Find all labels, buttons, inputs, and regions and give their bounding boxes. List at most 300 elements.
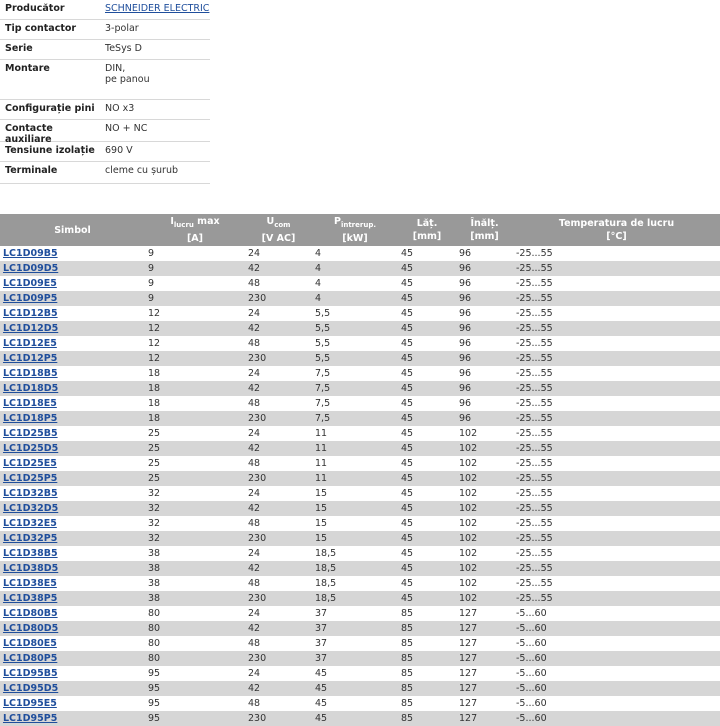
spec-label: Configurație pini [5, 103, 95, 114]
symbol-cell [0, 561, 145, 576]
table-cell: 25 [145, 426, 245, 441]
table-row [0, 501, 720, 516]
table-row [0, 381, 720, 396]
table-row [0, 486, 720, 501]
table-cell: 45 [398, 336, 456, 351]
table-cell: 80 [145, 606, 245, 621]
table-cell: 12 [145, 321, 245, 336]
table-cell: 96 [456, 381, 513, 396]
table-cell: 127 [456, 621, 513, 636]
table-cell: 96 [456, 411, 513, 426]
table-cell: 102 [456, 486, 513, 501]
table-cell: 45 [398, 501, 456, 516]
product-symbol-link[interactable]: LC1D09P5 [3, 293, 58, 304]
spec-label: Producător [5, 3, 65, 14]
table-cell: 48 [245, 396, 312, 411]
product-symbol-link[interactable]: LC1D18D5 [3, 383, 59, 394]
table-cell: 45 [398, 276, 456, 291]
table-row [0, 471, 720, 486]
table-cell: -25...55 [513, 351, 720, 366]
symbol-cell [0, 711, 145, 726]
table-cell: -25...55 [513, 336, 720, 351]
table-cell: 230 [245, 351, 312, 366]
table-cell: 11 [312, 426, 398, 441]
table-cell: 18 [145, 396, 245, 411]
symbol-cell [0, 246, 145, 261]
table-cell: 45 [398, 561, 456, 576]
table-cell: 38 [145, 591, 245, 606]
table-cell: 45 [398, 366, 456, 381]
table-cell: -25...55 [513, 276, 720, 291]
table-cell: 24 [245, 306, 312, 321]
table-cell: 96 [456, 276, 513, 291]
table-cell: 9 [145, 276, 245, 291]
symbol-cell [0, 321, 145, 336]
symbol-cell [0, 336, 145, 351]
table-cell: 45 [398, 291, 456, 306]
table-row [0, 696, 720, 711]
table-row [0, 396, 720, 411]
symbol-cell [0, 486, 145, 501]
table-cell: 96 [456, 261, 513, 276]
table-cell: 45 [398, 351, 456, 366]
table-cell: -25...55 [513, 261, 720, 276]
product-symbol-link[interactable]: LC1D95P5 [3, 713, 58, 724]
table-cell: 45 [398, 261, 456, 276]
table-cell: -25...55 [513, 411, 720, 426]
table-cell: -25...55 [513, 546, 720, 561]
symbol-cell [0, 261, 145, 276]
table-cell: -25...55 [513, 456, 720, 471]
table-cell: 42 [245, 621, 312, 636]
table-cell: 95 [145, 681, 245, 696]
symbol-cell [0, 636, 145, 651]
table-cell: 15 [312, 486, 398, 501]
symbol-cell [0, 276, 145, 291]
table-row [0, 426, 720, 441]
spec-row [0, 0, 210, 20]
table-row [0, 516, 720, 531]
column-header-unit: [V AC] [261, 232, 296, 244]
table-cell: 45 [398, 396, 456, 411]
product-symbol-link[interactable]: LC1D18B5 [3, 368, 58, 379]
table-row [0, 456, 720, 471]
table-cell: 38 [145, 561, 245, 576]
manufacturer-link[interactable]: SCHNEIDER ELECTRIC [105, 3, 210, 14]
table-cell: 12 [145, 306, 245, 321]
table-cell: -5...60 [513, 666, 720, 681]
table-row [0, 261, 720, 276]
table-cell: -5...60 [513, 696, 720, 711]
table-cell: -25...55 [513, 396, 720, 411]
table-cell: 230 [245, 471, 312, 486]
table-cell: -25...55 [513, 591, 720, 606]
table-cell: 5,5 [312, 336, 398, 351]
table-cell: 25 [145, 471, 245, 486]
table-cell: 96 [456, 306, 513, 321]
table-cell: 45 [398, 531, 456, 546]
table-cell: 230 [245, 651, 312, 666]
table-cell: 37 [312, 606, 398, 621]
table-cell: 18,5 [312, 591, 398, 606]
product-symbol-link[interactable]: LC1D38P5 [3, 593, 58, 604]
table-row [0, 636, 720, 651]
table-row [0, 291, 720, 306]
table-cell: -5...60 [513, 711, 720, 726]
table-cell: 15 [312, 531, 398, 546]
table-cell: 25 [145, 441, 245, 456]
table-cell: -25...55 [513, 366, 720, 381]
table-cell: 7,5 [312, 396, 398, 411]
table-cell: 102 [456, 471, 513, 486]
spec-label: Contacte auxiliare [5, 123, 53, 145]
table-cell: -25...55 [513, 321, 720, 336]
table-cell: 18 [145, 381, 245, 396]
product-symbol-link[interactable]: LC1D32E5 [3, 518, 57, 529]
table-cell: 24 [245, 666, 312, 681]
symbol-cell [0, 621, 145, 636]
spec-row [0, 40, 210, 60]
column-header-title: Lăț. [416, 218, 438, 229]
table-cell: 102 [456, 426, 513, 441]
table-cell: -25...55 [513, 486, 720, 501]
symbol-cell [0, 696, 145, 711]
table-row [0, 441, 720, 456]
product-symbol-link[interactable]: LC1D80B5 [3, 608, 58, 619]
table-cell: 45 [398, 441, 456, 456]
table-cell: 32 [145, 531, 245, 546]
spec-row [0, 20, 210, 40]
product-symbol-link[interactable]: LC1D38E5 [3, 578, 57, 589]
table-cell: 230 [245, 591, 312, 606]
table-cell: 127 [456, 651, 513, 666]
table-cell: 11 [312, 456, 398, 471]
table-cell: 45 [398, 591, 456, 606]
table-cell: 4 [312, 291, 398, 306]
product-symbol-link[interactable]: LC1D12P5 [3, 353, 58, 364]
specifications-list [0, 0, 210, 184]
spec-value: 690 V [105, 145, 133, 156]
symbol-cell [0, 411, 145, 426]
table-cell: 24 [245, 426, 312, 441]
table-cell: 24 [245, 366, 312, 381]
spec-row [0, 142, 210, 162]
table-cell: 230 [245, 531, 312, 546]
table-cell: 45 [398, 246, 456, 261]
table-cell: 102 [456, 441, 513, 456]
table-cell: 48 [245, 276, 312, 291]
product-symbol-link[interactable]: LC1D95D5 [3, 683, 59, 694]
spec-label: Serie [5, 43, 33, 54]
column-header [398, 214, 456, 246]
table-cell: 80 [145, 636, 245, 651]
product-symbol-link[interactable]: LC1D18P5 [3, 413, 58, 424]
table-cell: 48 [245, 516, 312, 531]
table-cell: -25...55 [513, 576, 720, 591]
table-cell: 42 [245, 321, 312, 336]
table-cell: -25...55 [513, 561, 720, 576]
table-cell: 96 [456, 351, 513, 366]
product-table [0, 214, 720, 726]
table-cell: 24 [245, 606, 312, 621]
table-row [0, 651, 720, 666]
table-row [0, 591, 720, 606]
symbol-cell [0, 501, 145, 516]
table-cell: 85 [398, 606, 456, 621]
table-cell: 127 [456, 681, 513, 696]
table-cell: 45 [398, 471, 456, 486]
table-cell: 96 [456, 396, 513, 411]
symbol-cell [0, 351, 145, 366]
table-cell: 9 [145, 291, 245, 306]
table-cell: 24 [245, 246, 312, 261]
table-cell: 45 [312, 711, 398, 726]
table-cell: 5,5 [312, 321, 398, 336]
table-cell: 18,5 [312, 561, 398, 576]
symbol-cell [0, 666, 145, 681]
table-cell: 95 [145, 696, 245, 711]
table-cell: 45 [398, 546, 456, 561]
table-cell: 4 [312, 261, 398, 276]
table-cell: -25...55 [513, 381, 720, 396]
table-cell: 102 [456, 531, 513, 546]
table-cell: -25...55 [513, 426, 720, 441]
table-cell: 80 [145, 621, 245, 636]
column-header-title: U [266, 216, 275, 228]
table-cell: 32 [145, 516, 245, 531]
table-cell: 127 [456, 711, 513, 726]
spec-label: Terminale [5, 165, 58, 176]
column-header-unit: [mm] [412, 231, 442, 242]
table-cell: 37 [312, 636, 398, 651]
table-cell: 9 [145, 246, 245, 261]
column-header-suffix: max [193, 216, 220, 228]
column-header [456, 214, 513, 246]
table-cell: 85 [398, 711, 456, 726]
table-cell: 42 [245, 441, 312, 456]
table-cell: 15 [312, 516, 398, 531]
table-cell: 24 [245, 486, 312, 501]
table-cell: 5,5 [312, 351, 398, 366]
product-symbol-link[interactable]: LC1D80D5 [3, 623, 59, 634]
table-cell: 96 [456, 246, 513, 261]
spec-value: NO x3 [105, 103, 135, 114]
product-symbol-link[interactable]: LC1D25B5 [3, 428, 58, 439]
table-cell: 42 [245, 501, 312, 516]
table-row [0, 561, 720, 576]
table-row [0, 621, 720, 636]
table-cell: 45 [398, 516, 456, 531]
column-header [312, 214, 398, 246]
product-symbol-link[interactable]: LC1D38B5 [3, 548, 58, 559]
table-cell: 11 [312, 471, 398, 486]
symbol-cell [0, 291, 145, 306]
table-cell: 102 [456, 501, 513, 516]
table-row [0, 246, 720, 261]
symbol-cell [0, 606, 145, 621]
table-cell: 42 [245, 381, 312, 396]
spec-value: DIN, pe panou [105, 63, 150, 85]
product-symbol-link[interactable]: LC1D95E5 [3, 698, 57, 709]
table-cell: 18 [145, 366, 245, 381]
spec-label: Tip contactor [5, 23, 77, 34]
spec-row [0, 100, 210, 120]
table-cell: 102 [456, 561, 513, 576]
spec-value [100, 3, 210, 19]
table-row [0, 711, 720, 726]
column-header [0, 214, 145, 246]
table-cell: 42 [245, 261, 312, 276]
table-cell: 48 [245, 336, 312, 351]
table-cell: 127 [456, 696, 513, 711]
symbol-cell [0, 426, 145, 441]
table-cell: -25...55 [513, 531, 720, 546]
symbol-cell [0, 456, 145, 471]
product-symbol-link[interactable]: LC1D80E5 [3, 638, 57, 649]
table-cell: 38 [145, 546, 245, 561]
table-header-row [0, 214, 720, 246]
table-cell: 48 [245, 456, 312, 471]
table-cell: 102 [456, 546, 513, 561]
product-symbol-link[interactable]: LC1D09D5 [3, 263, 59, 274]
table-row [0, 321, 720, 336]
spec-label: Montare [5, 63, 50, 74]
table-row [0, 351, 720, 366]
table-cell: 45 [398, 306, 456, 321]
product-symbol-link[interactable]: LC1D32P5 [3, 533, 58, 544]
table-cell: 38 [145, 576, 245, 591]
symbol-cell [0, 681, 145, 696]
table-cell: 45 [398, 381, 456, 396]
product-symbol-link[interactable]: LC1D12D5 [3, 323, 59, 334]
spec-value: NO + NC [105, 123, 148, 134]
table-cell: 45 [312, 666, 398, 681]
table-cell: 12 [145, 336, 245, 351]
column-header-unit: [kW] [342, 232, 368, 244]
table-cell: 127 [456, 636, 513, 651]
table-cell: 42 [245, 681, 312, 696]
table-cell: 5,5 [312, 306, 398, 321]
table-cell: 85 [398, 651, 456, 666]
table-cell: 15 [312, 501, 398, 516]
column-header [145, 214, 245, 246]
column-header-subscript: întrerup. [340, 220, 376, 229]
table-cell: 45 [312, 681, 398, 696]
table-cell: 37 [312, 621, 398, 636]
table-row [0, 411, 720, 426]
table-cell: -25...55 [513, 501, 720, 516]
spec-label: Tensiune izolație [5, 145, 95, 156]
table-cell: 25 [145, 456, 245, 471]
product-symbol-link[interactable]: LC1D25D5 [3, 443, 59, 454]
table-cell: 95 [145, 711, 245, 726]
table-cell: 85 [398, 696, 456, 711]
table-cell: 230 [245, 411, 312, 426]
table-cell: -5...60 [513, 621, 720, 636]
product-symbol-link[interactable]: LC1D09E5 [3, 278, 57, 289]
table-cell: 4 [312, 276, 398, 291]
table-cell: 45 [398, 576, 456, 591]
table-cell: -5...60 [513, 651, 720, 666]
table-cell: 11 [312, 441, 398, 456]
table-cell: -5...60 [513, 681, 720, 696]
product-symbol-link[interactable]: LC1D12B5 [3, 308, 58, 319]
table-row [0, 306, 720, 321]
table-cell: 85 [398, 681, 456, 696]
column-header-subscript: com [274, 220, 291, 229]
symbol-cell [0, 306, 145, 321]
table-cell: 7,5 [312, 366, 398, 381]
table-row [0, 531, 720, 546]
table-cell: 230 [245, 291, 312, 306]
symbol-cell [0, 546, 145, 561]
table-cell: 9 [145, 261, 245, 276]
symbol-cell [0, 576, 145, 591]
table-row [0, 546, 720, 561]
symbol-cell [0, 651, 145, 666]
table-cell: 85 [398, 621, 456, 636]
table-cell: 127 [456, 606, 513, 621]
product-symbol-link[interactable]: LC1D09B5 [3, 248, 58, 259]
table-cell: 18,5 [312, 546, 398, 561]
product-symbol-link[interactable]: LC1D25E5 [3, 458, 57, 469]
product-symbol-link[interactable]: LC1D80P5 [3, 653, 58, 664]
table-cell: 24 [245, 546, 312, 561]
table-cell: 102 [456, 576, 513, 591]
spec-value: 3-polar [105, 23, 139, 34]
symbol-cell [0, 396, 145, 411]
table-cell: -25...55 [513, 516, 720, 531]
product-symbol-link[interactable]: LC1D32B5 [3, 488, 58, 499]
product-symbol-link[interactable]: LC1D38D5 [3, 563, 59, 574]
table-cell: 80 [145, 651, 245, 666]
table-cell: -25...55 [513, 471, 720, 486]
column-header-unit: [°C] [606, 231, 627, 242]
table-cell: 48 [245, 696, 312, 711]
table-cell: -25...55 [513, 306, 720, 321]
table-cell: -25...55 [513, 291, 720, 306]
table-cell: 45 [398, 426, 456, 441]
table-cell: 96 [456, 321, 513, 336]
symbol-cell [0, 471, 145, 486]
table-cell: 32 [145, 501, 245, 516]
table-row [0, 576, 720, 591]
table-cell: -5...60 [513, 636, 720, 651]
column-header-unit: [A] [186, 232, 204, 244]
symbol-cell [0, 591, 145, 606]
table-cell: 102 [456, 591, 513, 606]
product-symbol-link[interactable]: LC1D95B5 [3, 668, 58, 679]
symbol-cell [0, 531, 145, 546]
table-cell: 7,5 [312, 381, 398, 396]
table-cell: 4 [312, 246, 398, 261]
table-cell: 102 [456, 516, 513, 531]
column-header-unit: [mm] [470, 231, 499, 242]
product-symbol-link[interactable]: LC1D12E5 [3, 338, 57, 349]
product-symbol-link[interactable]: LC1D32D5 [3, 503, 59, 514]
table-cell: 95 [145, 666, 245, 681]
column-header-title: I [170, 216, 174, 228]
product-symbol-link[interactable]: LC1D18E5 [3, 398, 57, 409]
column-header-title: Simbol [54, 224, 91, 236]
table-cell: 48 [245, 636, 312, 651]
spec-value: TeSys D [105, 43, 142, 54]
product-symbol-link[interactable]: LC1D25P5 [3, 473, 58, 484]
table-cell: -5...60 [513, 606, 720, 621]
symbol-cell [0, 381, 145, 396]
table-cell: 96 [456, 336, 513, 351]
table-cell: 96 [456, 366, 513, 381]
